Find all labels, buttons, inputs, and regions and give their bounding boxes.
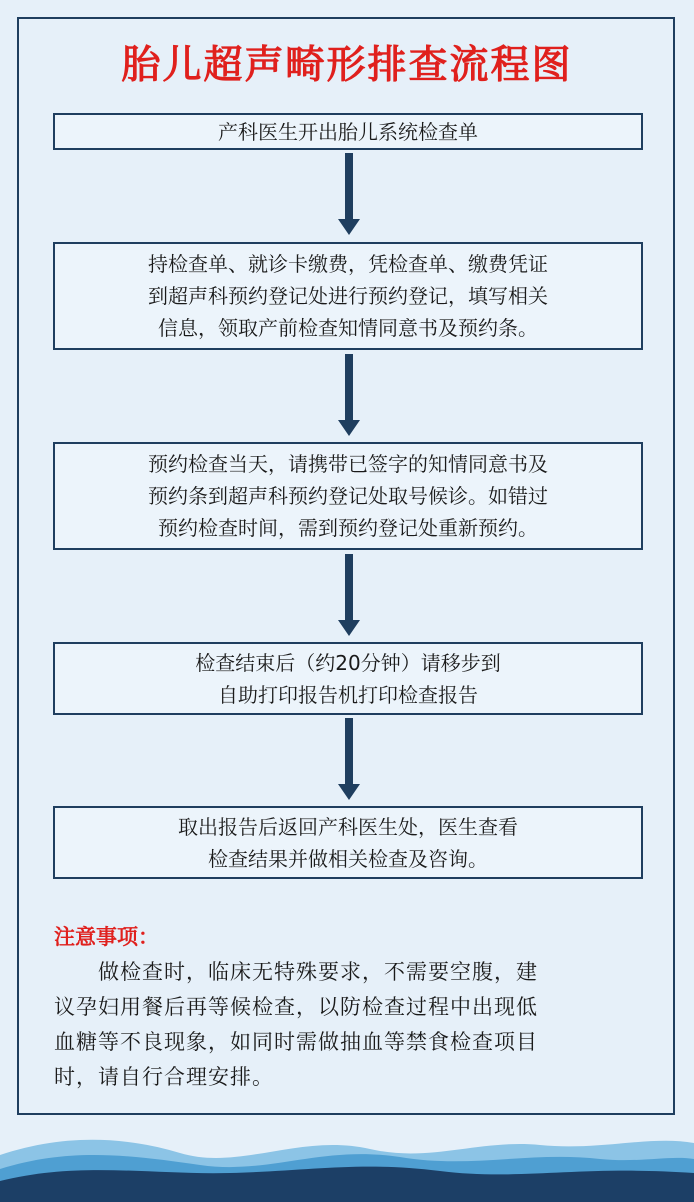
step-4-line-2: 自助打印报告机打印检查报告 [217, 682, 478, 707]
step-3-line-1: 预约检查当天，请携带已签字的知情同意书及 [148, 452, 548, 476]
wave-decoration [0, 1125, 694, 1202]
step-5-line-1: 取出报告后返回产科医生处，医生查看 [178, 814, 518, 839]
flow-step-4 [53, 642, 643, 715]
notes-line-4: 时，请自行合理安排。 [54, 1065, 274, 1089]
notes-line-3: 血糖等不良现象，如同时需做抽血等禁食检查项目 [54, 1030, 538, 1054]
step-2-line-2: 到超声科预约登记处进行预约登记，填写相关 [148, 284, 548, 308]
flow-step-3 [53, 442, 643, 550]
notes-body [54, 955, 642, 1095]
notes-line-2: 议孕妇用餐后再等候检查，以防检查过程中出现低 [54, 995, 538, 1019]
notes-line-1: 做检查时，临床无特殊要求，不需要空腹，建 [54, 960, 538, 984]
step-5-line-2: 检查结果并做相关检查及咨询。 [208, 846, 488, 871]
flow-step-2 [53, 242, 643, 350]
flow-arrow-1 [338, 153, 360, 235]
step-3-line-3: 预约检查时间，需到预约登记处重新预约。 [158, 516, 538, 540]
step-2-line-3: 信息，领取产前检查知情同意书及预约条。 [158, 316, 538, 340]
step-1-line-1: 产科医生开出胎儿系统检查单 [218, 119, 478, 144]
flow-arrow-4 [338, 718, 360, 800]
page-title: 胎儿超声畸形排查流程图 [121, 43, 573, 88]
flow-arrow-3 [338, 554, 360, 636]
flow-step-5 [53, 806, 643, 879]
wave-dark [0, 1167, 694, 1202]
flow-step-1 [53, 113, 643, 150]
step-2-line-1: 持检查单、就诊卡缴费，凭检查单、缴费凭证 [148, 252, 548, 276]
notes-title: 注意事项： [54, 925, 159, 949]
flow-arrow-2 [338, 354, 360, 436]
step-3-line-2: 预约条到超声科预约登记处取号候诊。如错过 [148, 484, 548, 508]
step-4-line-1: 检查结束后（约20分钟）请移步到 [195, 650, 501, 675]
